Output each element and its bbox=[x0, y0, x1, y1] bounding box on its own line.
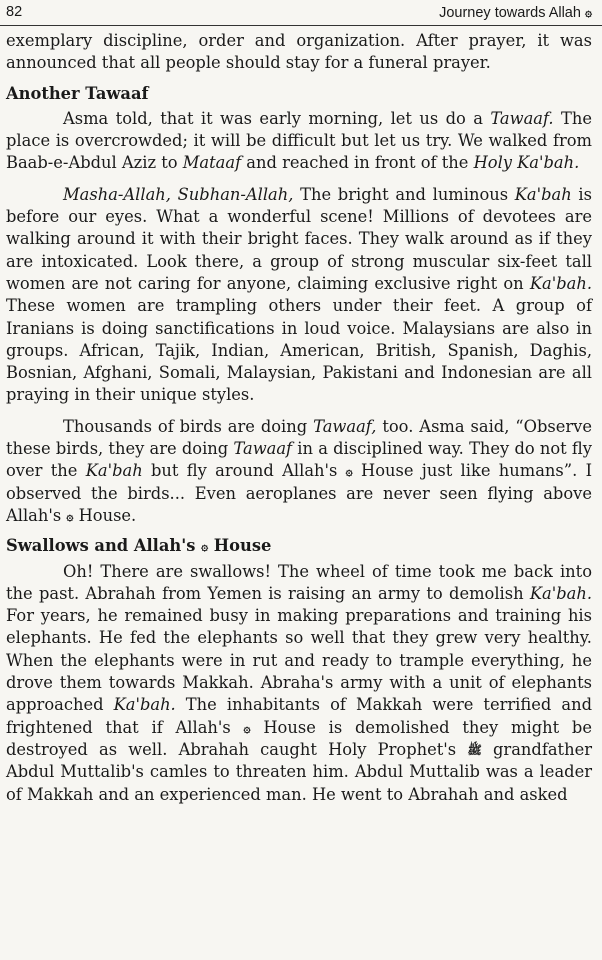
section-heading-swallows bbox=[6, 535, 592, 557]
italic-term: Ka'bah bbox=[514, 184, 572, 204]
section-heading-another-tawaaf: Another Tawaaf bbox=[6, 83, 149, 103]
honorific-icon: ۞ bbox=[584, 5, 592, 19]
text-run: House is demolished they might be destroyed as well. Abrahah caught Holy Prophet's bbox=[6, 717, 592, 759]
heading-text: House bbox=[208, 536, 272, 556]
prophet-honorific-icon: ﷺ bbox=[467, 742, 482, 757]
page-body bbox=[6, 30, 592, 806]
italic-term: Tawaaf bbox=[233, 439, 293, 459]
honorific-icon: ۞ bbox=[201, 539, 209, 554]
text-run: grandfather Abdul Muttalib's camles to threaten him. Abdul Muttalib was a leader of Makkah and an experienced man. He went to Abrahah and asked bbox=[6, 739, 592, 804]
paragraph-birds bbox=[6, 416, 592, 527]
paragraph-devotees bbox=[6, 184, 592, 407]
italic-term: Mataaf bbox=[182, 153, 242, 173]
honorific-icon: ۞ bbox=[345, 464, 353, 479]
paragraph-asma-tawaaf bbox=[6, 108, 592, 175]
text-run: These women are trampling others under their feet. A group of Iranians is doing sanctifications in loud voice. Malaysians are also in groups. African, Tajik, Indian, American, British, Spanish, Daghis, Bosnian, Afghani, Somali, Malaysian, Pakistani and Indonesian are all praying in their unique styles. bbox=[6, 296, 592, 405]
italic-term: Masha-Allah, Subhan-Allah, bbox=[63, 184, 294, 204]
italic-term: Tawaaf. bbox=[490, 108, 554, 128]
paragraph-abrahah bbox=[6, 561, 592, 806]
running-title-text: Journey towards Allah bbox=[439, 5, 581, 21]
text-run: Asma told, that it was early morning, let us do a bbox=[63, 108, 491, 128]
italic-term: Tawaaf, bbox=[313, 416, 377, 436]
text-run: is before our eyes. What a wonderful scene! Millions of devotees are walking around it with their bright faces. They walk around as if they are intoxicated. Look there, a group of strong muscular six-feet tall women are not caring for anyone, claiming exclusive right on bbox=[6, 184, 592, 293]
text-run: House. bbox=[73, 505, 137, 525]
page-header bbox=[0, 0, 602, 26]
paragraph-continued: exemplary discipline, order and organization. After prayer, it was announced that all people should stay for a funeral prayer. bbox=[6, 31, 592, 73]
text-run: The inhabitants of Makkah were terrified and frightened that if Allah's bbox=[6, 695, 592, 737]
text-run: Oh! There are swallows! The wheel of time took me back into the past. Abrahah from Yemen is raising an army to demolish bbox=[6, 561, 592, 603]
heading-text: Swallows and Allah's bbox=[6, 536, 202, 556]
italic-term: Ka'bah. bbox=[529, 583, 592, 603]
text-run: Thousands of birds are doing bbox=[63, 416, 314, 436]
text-run: in a disciplined way. They do not fly over the bbox=[6, 439, 592, 481]
text-run: The place is overcrowded; it will be difficult but let us try. We walked from Baab-e-Abdul Aziz to bbox=[6, 108, 592, 173]
honorific-icon: ۞ bbox=[243, 720, 251, 735]
page-number: 82 bbox=[6, 4, 23, 20]
italic-term: Ka'bah. bbox=[529, 273, 592, 293]
honorific-icon: ۞ bbox=[66, 508, 74, 523]
running-title bbox=[439, 3, 592, 22]
text-run: The bright and luminous bbox=[293, 184, 515, 204]
text-run: but fly around Allah's bbox=[142, 461, 346, 481]
italic-term: Ka'bah. bbox=[113, 695, 176, 715]
text-run: House just like humans”. I observed the birds... Even aeroplanes are never seen flying above Allah's bbox=[6, 461, 592, 525]
italic-term: Ka'bah bbox=[85, 461, 143, 481]
text-run: and reached in front of the bbox=[241, 153, 474, 173]
text-run: For years, he remained busy in making preparations and training his elephants. He fed the elephants so well that they grew very healthy. When the elephants were in rut and ready to trample everything, he drove them towards Makkah. Abraha's army with a unit of elephants approached bbox=[6, 606, 592, 715]
italic-term: Holy Ka'bah. bbox=[473, 153, 580, 173]
text-run: too. Asma said, “Observe these birds, they are doing bbox=[6, 416, 593, 459]
